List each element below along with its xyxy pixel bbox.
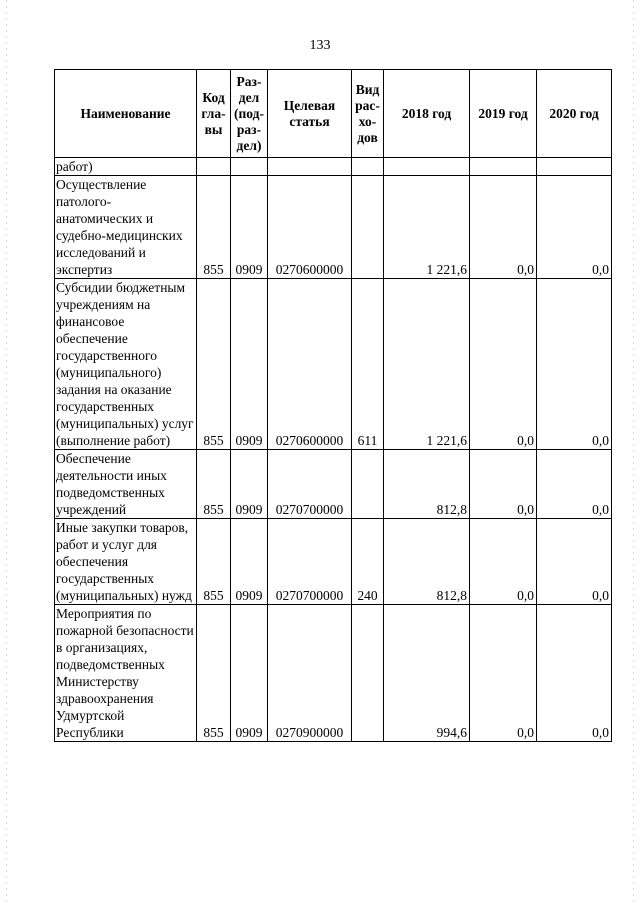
cell-2018: 1 221,6 — [384, 279, 470, 450]
header-2020: 2020 год — [537, 70, 612, 158]
header-code — [197, 70, 231, 158]
header-row — [55, 70, 612, 158]
scan-edge-left — [6, 0, 7, 905]
cell-code — [197, 158, 231, 176]
header-section-line: Раз- — [236, 73, 262, 89]
cell-section: 0909 — [231, 450, 268, 519]
cell-2019: 0,0 — [470, 605, 537, 742]
cell-2019: 0,0 — [470, 519, 537, 605]
cell-code: 855 — [197, 519, 231, 605]
header-type-line: рас- — [355, 97, 380, 113]
header-code-line: вы — [204, 121, 223, 137]
cell-section: 0909 — [231, 605, 268, 742]
cell-type: 611 — [352, 279, 384, 450]
cell-2018: 1 221,6 — [384, 176, 470, 279]
cell-target — [268, 158, 352, 176]
cell-code: 855 — [197, 176, 231, 279]
cell-target: 0270700000 — [268, 519, 352, 605]
cell-name: работ) — [55, 158, 197, 176]
header-section-line: (под- — [234, 105, 264, 121]
header-section-line: раз- — [236, 121, 262, 137]
cell-code: 855 — [197, 279, 231, 450]
cell-target: 0270700000 — [268, 450, 352, 519]
cell-type — [352, 176, 384, 279]
cell-name: Мероприятия по пожарной безопасности в организациях, подведомственных Министерству здравоохранения Удмуртской Республики — [55, 605, 197, 742]
page-number: 133 — [309, 38, 331, 53]
header-target: Целевая статья — [268, 70, 352, 158]
cell-2018: 994,6 — [384, 605, 470, 742]
header-section-line: дел) — [236, 137, 262, 153]
cell-target: 0270600000 — [268, 176, 352, 279]
cell-2019 — [470, 158, 537, 176]
cell-target: 0270900000 — [268, 605, 352, 742]
cell-type — [352, 158, 384, 176]
cell-name: Субсидии бюджетным учреждениям на финансовое обеспечение государственного (муниципального) задания на оказание государственных (муниципальных) услуг (выполнение работ) — [55, 279, 197, 450]
cell-2020: 0,0 — [537, 176, 612, 279]
cell-name: Осуществление патолого-анатомических и судебно-медицинских исследований и экспертиз — [55, 176, 197, 279]
scan-edge-right — [633, 0, 634, 905]
table-row — [55, 158, 612, 176]
cell-type: 240 — [352, 519, 384, 605]
table-row — [55, 176, 612, 279]
cell-2020: 0,0 — [537, 279, 612, 450]
cell-2019: 0,0 — [470, 176, 537, 279]
header-type-line: хо- — [358, 113, 377, 129]
header-section-line: дел — [238, 89, 260, 105]
cell-section: 0909 — [231, 519, 268, 605]
cell-type — [352, 450, 384, 519]
cell-2018: 812,8 — [384, 450, 470, 519]
cell-2020: 0,0 — [537, 519, 612, 605]
cell-name: Обеспечение деятельности иных подведомственных учреждений — [55, 450, 197, 519]
header-section — [231, 70, 268, 158]
cell-2018: 812,8 — [384, 519, 470, 605]
header-code-line: Код — [202, 89, 225, 105]
cell-2019: 0,0 — [470, 450, 537, 519]
header-2019: 2019 год — [470, 70, 537, 158]
cell-2019: 0,0 — [470, 279, 537, 450]
cell-2020 — [537, 158, 612, 176]
header-type-line: дов — [357, 129, 378, 145]
table-row — [55, 605, 612, 742]
table-row — [55, 519, 612, 605]
header-code-line: гла- — [201, 105, 226, 121]
header-2018: 2018 год — [384, 70, 470, 158]
budget-table — [54, 69, 612, 742]
cell-2018 — [384, 158, 470, 176]
cell-code: 855 — [197, 605, 231, 742]
cell-section: 0909 — [231, 176, 268, 279]
cell-section — [231, 158, 268, 176]
cell-target: 0270600000 — [268, 279, 352, 450]
cell-name: Иные закупки товаров, работ и услуг для обеспечения государственных (муниципальных) нужд — [55, 519, 197, 605]
cell-code: 855 — [197, 450, 231, 519]
cell-section: 0909 — [231, 279, 268, 450]
header-name: Наименование — [55, 70, 197, 158]
table-row — [55, 450, 612, 519]
cell-2020: 0,0 — [537, 450, 612, 519]
table-row — [55, 279, 612, 450]
cell-2020: 0,0 — [537, 605, 612, 742]
cell-type — [352, 605, 384, 742]
header-type-line: Вид — [355, 81, 380, 97]
header-type — [352, 70, 384, 158]
